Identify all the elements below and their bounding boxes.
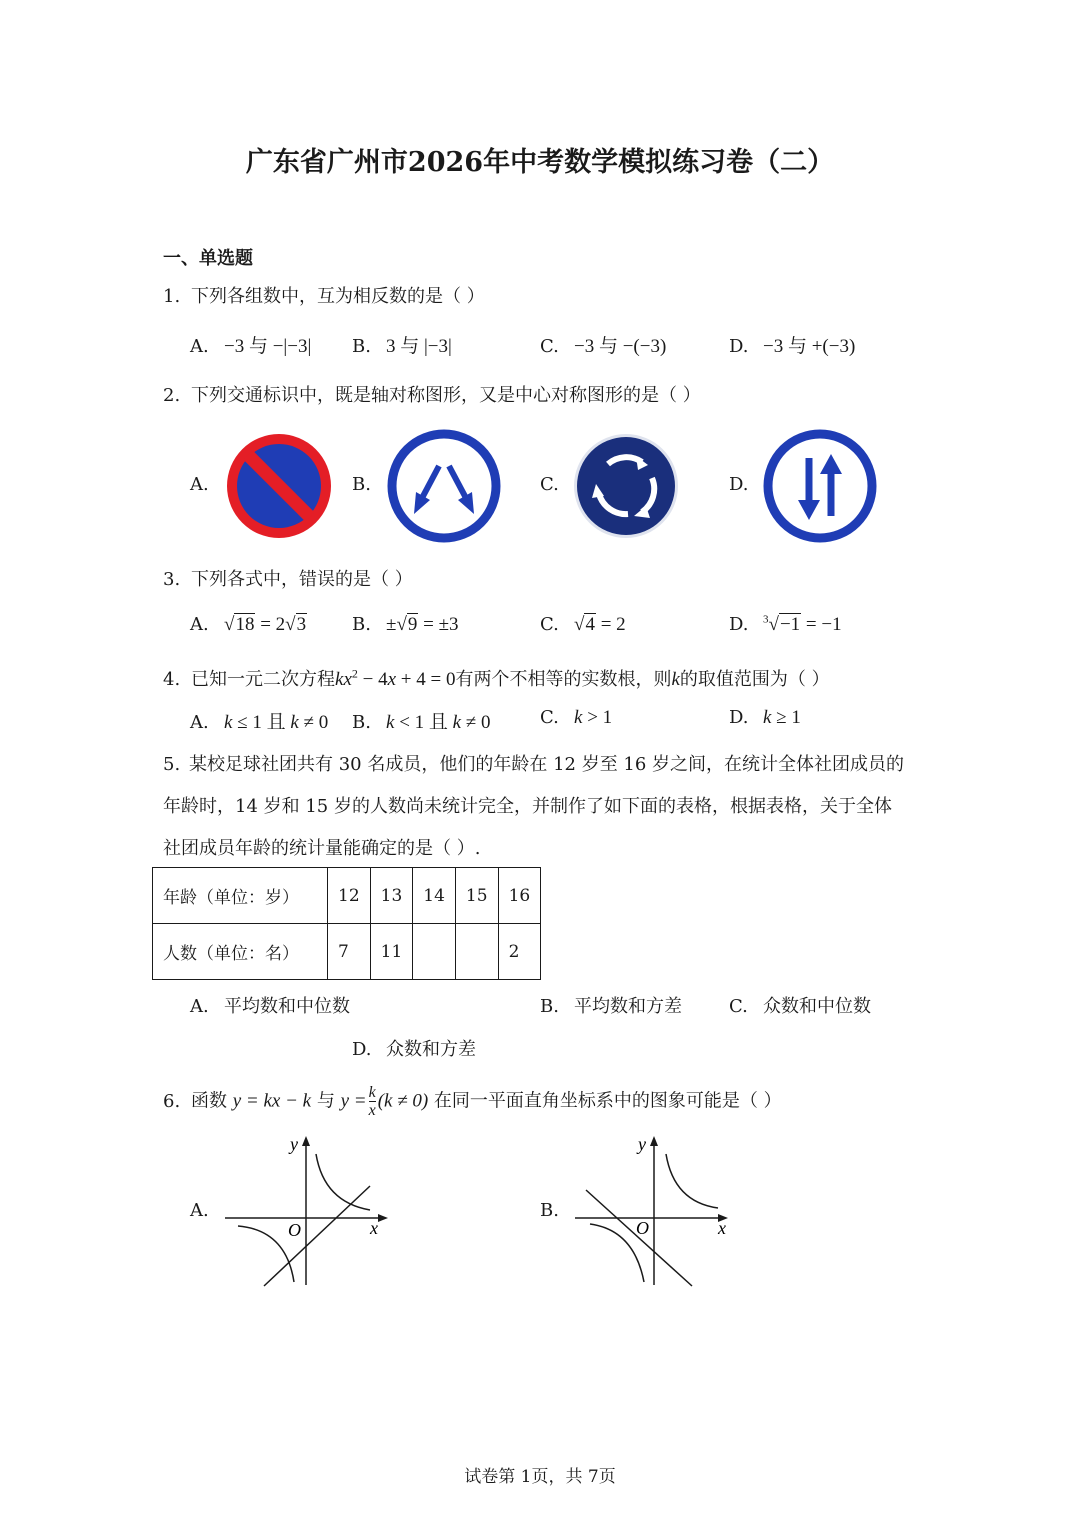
question-stem: 的取值范围为（ ） [679, 669, 830, 690]
question-stem: 函数 [191, 1090, 233, 1112]
graph-a[interactable] [220, 1130, 400, 1290]
q2-option-c-label[interactable]: C. [540, 474, 559, 495]
var-x: x [387, 669, 397, 690]
linear-function: y = kx − k [232, 1090, 312, 1112]
q1-option-b[interactable] [352, 331, 452, 358]
roundabout-sign-icon[interactable] [572, 432, 680, 540]
option-text: −3 与 −(−3) [574, 336, 667, 357]
option-label: A. [190, 712, 209, 733]
table-cell: 2 [498, 924, 541, 980]
equals-part: = −1 [801, 614, 842, 636]
diverge-arrows-sign-icon[interactable] [386, 428, 502, 544]
question-number: 2. [163, 385, 181, 406]
age-count-table [152, 867, 541, 980]
equals-part: = 2 [595, 614, 626, 635]
table-header-cell: 年龄（单位：岁） [153, 868, 328, 924]
option-label: C. [540, 614, 559, 635]
option-label: D. [729, 707, 749, 728]
question-number: 3. [163, 569, 181, 590]
option-text: < 1 且 [394, 712, 453, 733]
option-text: 众数和方差 [386, 1039, 476, 1060]
fraction [369, 1084, 376, 1119]
q3-option-d[interactable] [729, 614, 842, 636]
option-label: B. [540, 996, 559, 1017]
x-axis-arrow-icon [378, 1214, 388, 1222]
eq-part: + 4 = 0 [396, 669, 456, 690]
no-parking-sign-icon[interactable] [223, 430, 335, 542]
q2-option-d-label[interactable]: D. [729, 474, 749, 495]
hyperbola-branch [238, 1226, 294, 1282]
q5-option-b[interactable] [540, 992, 682, 1018]
x-axis-label: x [370, 1218, 378, 1238]
radicand: 9 [407, 614, 418, 635]
option-label: B. [352, 336, 371, 357]
var-k: k [224, 712, 233, 733]
q4-option-b[interactable] [352, 707, 491, 734]
option-text: ≥ 1 [771, 707, 801, 728]
condition: (k ≠ 0) [377, 1090, 429, 1112]
var-k: k [290, 712, 299, 733]
table-cell: 7 [328, 924, 371, 980]
radicand: 18 [235, 614, 255, 635]
question-stem: 下列各组数中，互为相反数的是（ ） [191, 286, 485, 307]
root-index: 3 [763, 614, 769, 626]
option-label: C. [540, 336, 559, 357]
question-number: 6. [163, 1090, 181, 1112]
question-6 [163, 1084, 782, 1119]
question-3 [163, 565, 413, 591]
table-row [153, 868, 541, 924]
exponent: 2 [351, 666, 358, 681]
option-label: C. [729, 996, 748, 1017]
cbrt-expression: $^3$√−1 = −1 [763, 614, 842, 636]
option-text: 3 与 |−3| [386, 336, 452, 357]
section-heading: 一、单选题 [163, 248, 253, 269]
radicand: −1 [779, 614, 801, 636]
q3-option-b[interactable] [352, 614, 459, 636]
question-2 [163, 381, 701, 407]
hyperbola-branch [316, 1154, 370, 1210]
radicand: 4 [585, 614, 595, 635]
equals-part: = 2 [255, 614, 286, 635]
q4-option-d[interactable] [729, 707, 801, 729]
var-k: k [574, 707, 583, 728]
option-text: 众数和中位数 [763, 996, 871, 1017]
exam-title: 广东省广州市2026年中考数学模拟练习卷（二） [245, 147, 835, 178]
var-k: k [335, 669, 344, 690]
eq-part: − 4 [357, 669, 388, 690]
option-text: ≠ 0 [298, 712, 329, 733]
question-number: 4. [163, 669, 181, 690]
two-way-traffic-sign-icon[interactable] [762, 428, 878, 544]
graph-b[interactable] [570, 1130, 750, 1290]
q4-option-a[interactable] [190, 707, 328, 734]
table-cell: 12 [328, 868, 371, 924]
question-1 [163, 282, 485, 308]
table-cell [413, 924, 456, 980]
question-stem: 下列各式中，错误的是（ ） [191, 569, 413, 590]
page-footer: 试卷第 1页，共 7页 [464, 1467, 616, 1487]
option-label: A. [190, 336, 209, 357]
table-cell: 14 [413, 868, 456, 924]
table-cell: 16 [498, 868, 541, 924]
option-label: D. [352, 1039, 372, 1060]
q3-option-c[interactable] [540, 614, 626, 636]
option-label: A. [190, 614, 209, 635]
option-label: C. [540, 707, 559, 728]
question-number: 5. [163, 754, 181, 775]
table-cell [455, 924, 498, 980]
option-label: D. [729, 614, 749, 636]
option-text: −3 与 +(−3) [763, 336, 856, 357]
plus-minus: ± [386, 614, 397, 635]
x-axis-label: x [718, 1218, 726, 1238]
line-graph [264, 1186, 370, 1286]
question-5 [163, 750, 904, 776]
y-axis-arrow-icon [302, 1136, 310, 1146]
sqrt-expression: ±√9 = ±3 [386, 614, 459, 635]
table-cell: 13 [370, 868, 413, 924]
origin-label: O [636, 1218, 649, 1238]
table-header-cell: 人数（单位：名） [153, 924, 328, 980]
radicand: 3 [296, 614, 307, 635]
q3-option-a[interactable] [190, 614, 307, 636]
option-text: ≠ 0 [461, 712, 491, 733]
q2-option-a-label[interactable]: A. [190, 474, 209, 495]
q2-option-b-label[interactable]: B. [352, 474, 371, 495]
line-graph [586, 1190, 692, 1286]
option-text: −3 与 −|−3| [224, 336, 312, 357]
question-stem-line: 某校足球社团共有 30 名成员，他们的年龄在 12 岁至 16 岁之间，在统计全体社团成员的 [189, 754, 905, 775]
sqrt-expression: √4 = 2 [574, 614, 626, 635]
fraction-denominator: x [368, 1102, 376, 1119]
question-stem: 已知一元二次方程 [191, 669, 335, 690]
origin-label: O [288, 1220, 301, 1240]
question-4 [163, 665, 830, 691]
var-x: x [343, 669, 352, 690]
y-axis-label: y [290, 1134, 298, 1154]
var-k: k [452, 712, 462, 733]
table-row [153, 924, 541, 980]
option-label: D. [729, 336, 749, 357]
sqrt-expression: √18 = 2√3 [224, 614, 307, 635]
fraction-numerator: k [368, 1084, 376, 1101]
q4-option-c[interactable] [540, 707, 612, 729]
table-cell: 15 [455, 868, 498, 924]
option-label: B. [352, 712, 371, 733]
option-text: 平均数和方差 [574, 996, 682, 1017]
q1-option-a[interactable] [190, 331, 311, 358]
question-stem: 下列交通标识中，既是轴对称图形，又是中心对称图形的是（ ） [191, 385, 701, 406]
var-k: k [763, 707, 772, 728]
option-label: B. [352, 614, 371, 635]
inverse-function: y = [340, 1090, 367, 1112]
question-5-line-3: 社团成员年龄的统计量能确定的是（ ）. [163, 838, 481, 859]
question-stem: 在同一平面直角坐标系中的图象可能是（ ） [428, 1090, 782, 1112]
q5-option-c[interactable] [729, 992, 871, 1018]
question-number: 1. [163, 286, 181, 307]
equals-part: = ±3 [418, 614, 459, 635]
option-text: 平均数和中位数 [224, 996, 350, 1017]
table-cell: 11 [370, 924, 413, 980]
q6-option-a-label[interactable]: A. [190, 1200, 209, 1221]
hyperbola-branch [666, 1154, 718, 1208]
option-text: > 1 [582, 707, 613, 728]
quadratic-equation [335, 666, 456, 690]
q6-option-b-label[interactable]: B. [540, 1200, 559, 1221]
var-k: k [386, 712, 395, 733]
q1-option-d[interactable] [729, 331, 855, 358]
q5-option-d[interactable] [352, 1035, 476, 1061]
q1-option-c[interactable] [540, 331, 666, 358]
option-label: A. [190, 996, 209, 1017]
y-axis-label: y [638, 1134, 646, 1154]
q5-option-a[interactable] [190, 992, 350, 1018]
option-text: ≤ 1 且 [232, 712, 291, 733]
question-5-line-2: 年龄时，14 岁和 15 岁的人数尚未统计完全，并制作了如下面的表格，根据表格，关于全体 [163, 796, 892, 817]
question-stem: 与 [311, 1090, 341, 1112]
question-stem: 有两个不相等的实数根，则 [455, 669, 672, 690]
y-axis-arrow-icon [650, 1136, 658, 1146]
var-k: k [671, 669, 680, 690]
